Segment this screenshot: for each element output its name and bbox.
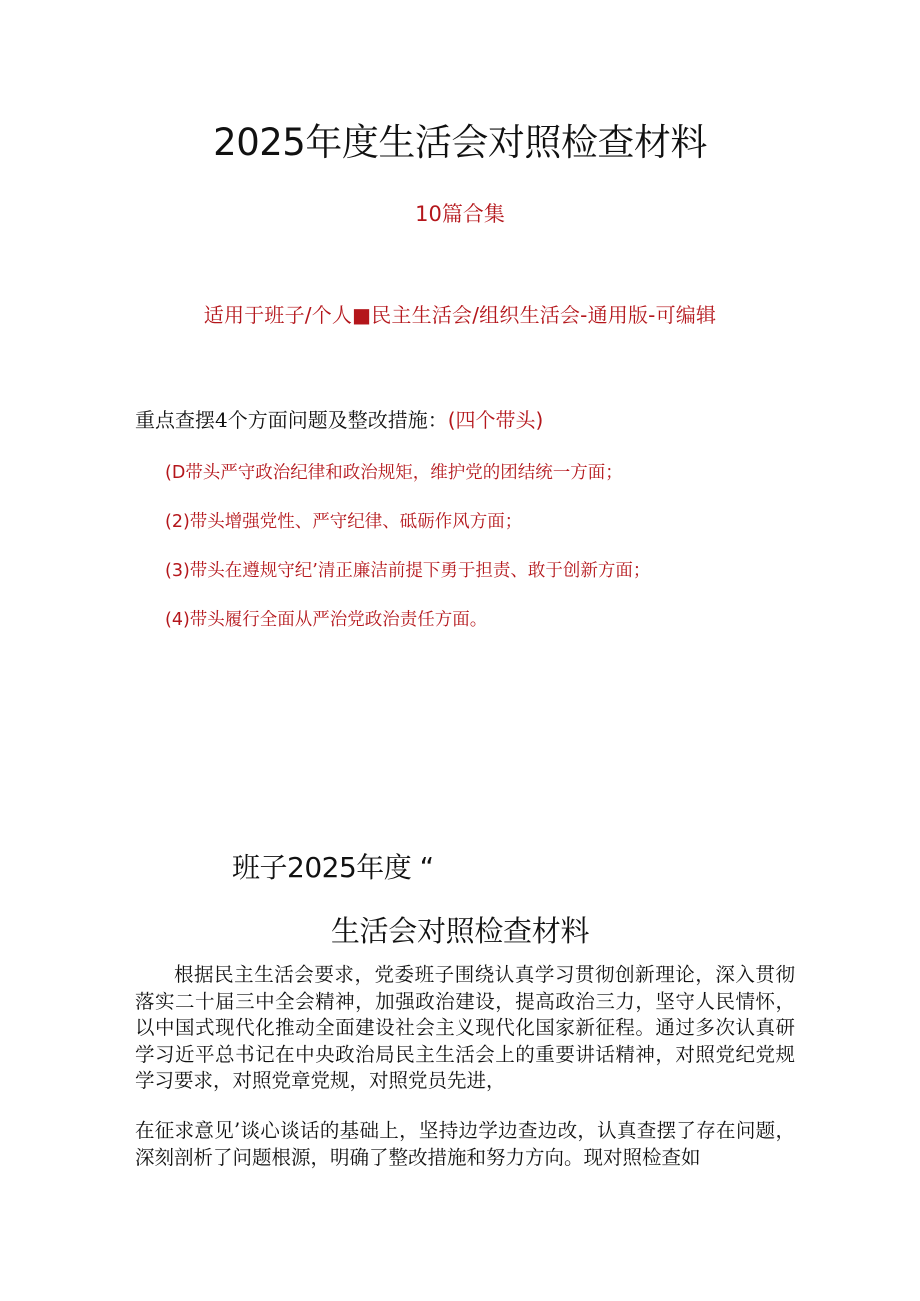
focus-item-number: (2) xyxy=(165,512,190,532)
focus-item-number: (4) xyxy=(165,610,190,630)
focus-heading-text: 重点查摆4个方面问题及整改措施： xyxy=(135,408,448,432)
focus-item-text: 带头增强党性、严守纪律、砥砺作风方面； xyxy=(189,512,523,532)
section-title-line2: 生活会对照检查材料 xyxy=(330,914,590,948)
focus-item-text: 带头履行全面从严治党政治责任方面。 xyxy=(189,610,488,630)
focus-item-2 xyxy=(165,508,522,533)
focus-heading xyxy=(135,404,543,433)
focus-item-text: 带头严守政治纪律和政治规矩，维护党的团结统一方面； xyxy=(185,463,623,483)
body-paragraph-2: 在征求意见’谈心谈话的基础上，坚持边学边查边改，认真查摆了存在问题，深刻剖析了问题根源，明确了整改措施和努力方向。现对照检查如 xyxy=(135,1119,795,1169)
focus-heading-highlight: (四个带头) xyxy=(447,408,544,432)
section-title-line1: 班子2025年度 “ xyxy=(232,851,434,884)
focus-item-1 xyxy=(165,459,623,484)
focus-item-3 xyxy=(165,557,650,582)
focus-item-number: (D xyxy=(165,463,186,483)
main-title: 2025年度生活会对照检查材料 xyxy=(213,121,707,164)
applies-line: 适用于班子/个人■民主生活会/组织生活会-通用版-可编辑 xyxy=(203,303,717,327)
sub-title: 10篇合集 xyxy=(415,202,505,226)
focus-item-number: (3) xyxy=(165,561,190,581)
focus-item-text: 带头在遵规守纪’清正廉洁前提下勇于担责、敢于创新方面； xyxy=(189,561,651,581)
focus-item-4 xyxy=(165,606,487,631)
body-paragraph-1: 根据民主生活会要求，党委班子围绕认真学习贯彻创新理论，深入贯彻落实二十届三中全会精神，加强政治建设，提高政治三力，坚守人民情怀，以中国式现代化推动全面建设社会主义现代化国家新征程。通过多次认真研学习近平总书记在中央政治局民主生活会上的重要讲话精神，对照党纪党规学习要求，对照党章党规，对照党员先进， xyxy=(135,963,795,1092)
